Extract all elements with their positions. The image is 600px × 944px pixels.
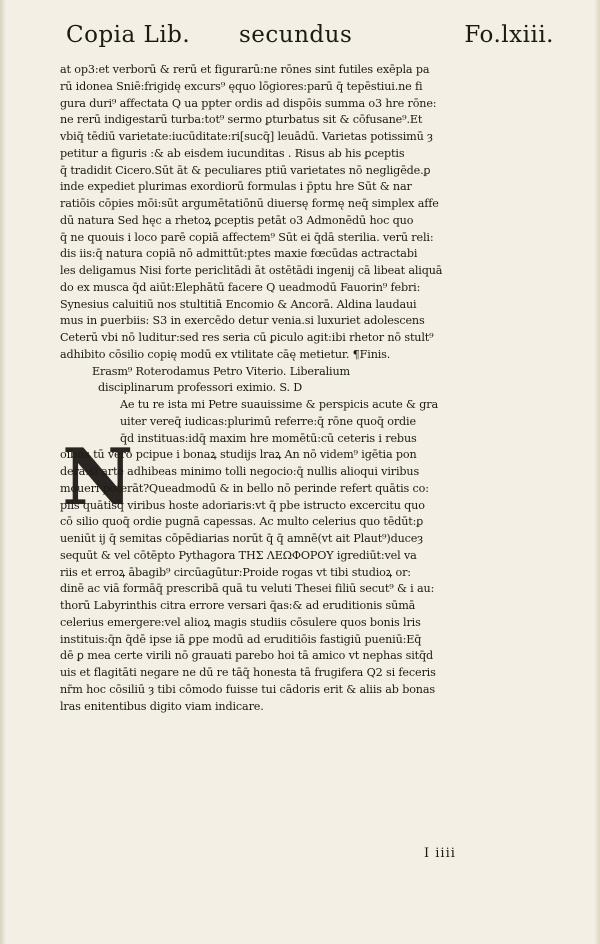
text-line: dera:si arte adhibeas minimo tolli negocio:q̄ nullis alioqui viribus bbox=[60, 465, 420, 478]
text-line: rū idonea Sniē:frigidę excurs⁹ ęquo lōgiores:parū q̄ tepēstiui.ne fi bbox=[60, 79, 423, 93]
text-line: petitur a figuris :& ab eisdem iucunditas . Risus ab his ꝑceptis bbox=[60, 146, 405, 160]
text-line: moueri poterāt?Queadmodū & in bello nō perinde refert quātis co: bbox=[60, 481, 429, 495]
text-line: thorū Labyrinthis citra errore versari q̄as:& ad eruditionis sūmā bbox=[60, 599, 416, 612]
text-line: Ae tu re ista mi Petre suauissime & perspicis acute & gra bbox=[120, 398, 438, 411]
text-line: gura duri⁹ affectata Q ua ppter ordis ad dispōis summa o3 hre rōne: bbox=[60, 96, 437, 110]
text-line: q̄ tradidit Cicero.Sūt āt & peculiares ptiū varietates nō negligēde.ꝑ bbox=[60, 163, 431, 177]
text-line: dis iis:q̄ natura copiā nō admittūt:ptes maxie fœcūdas actractabi bbox=[60, 247, 418, 261]
text-line: dū natura Sed hęc a rhetoꝝ ꝑceptis petāt o3 Admonēdū hoc quo bbox=[60, 213, 414, 227]
text-line: lras enitentibus digito viam indicare. bbox=[60, 699, 264, 713]
letter-heading-line: Erasm⁹ Roterodamus Petro Viterio. Liberalium bbox=[92, 364, 350, 378]
text-line: adhibito cōsilio copię modū ex vtilitate cāę metietur. ¶Finis. bbox=[60, 347, 391, 361]
text-line: vbiq̄ tēdiū varietate:iucūditate:ri[sucq̄] leuādū. Varietas potissimū ȝ bbox=[60, 130, 433, 143]
text-line: ratiōis cōpies mōi:sūt argumētatiōnū diuersę formę neq̄ simplex affe bbox=[60, 197, 439, 210]
text-line: piis quātisq̄ viribus hoste adoriaris:vt q̄ pbe istructo excercitu quo bbox=[60, 498, 425, 512]
text-line: Synesius caluitiū nos stultitiā Encomio & Ancorā. Aldina laudaui bbox=[60, 297, 417, 311]
folio-number: Fo.lxiii. bbox=[464, 22, 554, 48]
text-line: ueniūt ij q̄ semitas cōpēdiarias norūt q̄ q̄ amnē(vt ait Plaut⁹)duceȝ bbox=[60, 532, 423, 545]
drop-cap-initial: N bbox=[62, 432, 134, 523]
text-line: do ex musca q̄d aiūt:Elephātū facere Q ueadmodū Fauorin⁹ febri: bbox=[60, 280, 421, 294]
text-line: celerius emergere:vel alioꝝ magis studiis cōsulere quos bonis lris bbox=[60, 615, 421, 629]
text-line: uiter vereq̄ iudicas:plurimū referre:q̄ rōne quoq̄ ordie bbox=[120, 414, 416, 428]
text-line: sequūt & vel cōtēpto Pythagora ΤΗΣ ΛΕΩΦΟΡΟΥ igrediūt:vel va bbox=[60, 548, 417, 562]
text-line: uis et flagitāti negare ne dū re tāq̄ honesta tā frugifera Q2 si feceris bbox=[60, 666, 436, 679]
running-head-title: Copia Lib. bbox=[66, 22, 191, 48]
text-line: Ceterū vbi nō luditur:sed res seria cū ꝑiculo agit:ibi rhetor nō stult⁹ bbox=[60, 331, 434, 344]
text-line: dē ꝑ mea certe virili nō grauati parebo hoi tā amico vt nephas sitq̄d bbox=[60, 649, 434, 663]
text-line: inde expediet plurimas exordiorū formulas i p̄ptu hre Sūt & nar bbox=[60, 180, 412, 194]
text-line: nr̄m hoc cōsiliū ȝ tibi cōmodo fuisse tui cādoris erit & aliis ab bonas bbox=[60, 682, 435, 696]
text-line: riis et erroꝝ ābagib⁹ circūagūtur:Proide rogas vt tibi studioꝝ or: bbox=[60, 565, 411, 579]
signature-mark: I iiii bbox=[424, 846, 456, 861]
text-line: ne rerū indigestarū turba:tot⁹ sermo ꝑturbatus sit & cōfusane⁹.Et bbox=[60, 113, 423, 127]
text-line: dinē ac viā formāq̄ prescribā quā tu veluti Thesei filiū secut⁹ & i au: bbox=[60, 582, 435, 596]
text-line: q̄d instituas:idq̄ maxim hre momētū:cū ceteris i rebus bbox=[120, 431, 417, 445]
body-text bbox=[60, 62, 516, 715]
running-head bbox=[64, 22, 554, 56]
running-head-book: secundus bbox=[239, 22, 353, 48]
text-line: q̄ ne quouis i loco parē copiā affectem⁹ Sūt ei q̄dā sterilia. verū reli: bbox=[60, 230, 434, 244]
text-line: cō silio quoq̄ ordie pugnā capessas. Ac multo celerius quo tēdūt:ꝑ bbox=[60, 515, 424, 529]
text-line: instituis:q̄n q̄dē ipse iā ꝑpe modū ad eruditiōis fastigiū pueniū:Eq̄ bbox=[60, 632, 422, 646]
text-line: at op3:et verborū & rerū et figurarū:ne rōnes sint futiles exēpla pa bbox=[60, 63, 430, 76]
text-line: mus in ꝑuerbiis: S3 in exercēdo detur venia.si luxuriet adolescens bbox=[60, 314, 425, 328]
page-right-edge bbox=[594, 0, 600, 944]
text-line: oibus tū vero pcipue i bonaꝝ studijs lraꝝ An nō videm⁹ igētia pon bbox=[60, 448, 417, 462]
page-left-edge bbox=[0, 0, 6, 944]
letter-heading-line: disciplinarum professori eximio. S. D bbox=[98, 381, 303, 395]
text-line: les deligamus Nisi forte periclitādi āt ostētādi ingenij cā libeat aliquā bbox=[60, 264, 443, 277]
